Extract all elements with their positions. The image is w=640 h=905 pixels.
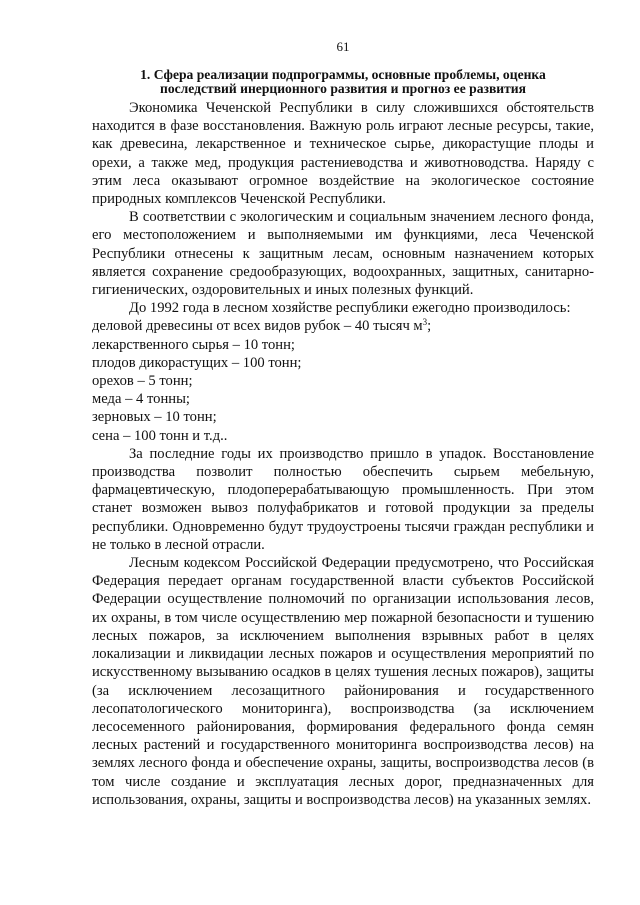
paragraph-protective-forests: В соответствии с экологическим и социальным значением лесного фонда, его местоположением и выполняемыми им функциями, леса Чеченской Республики отнесены к защитным лесам, основным назначением которых является сохранение средообразующих, водоохранных, защитных, санитарно-гигиенических, оздоровительных и иных полезных функций. bbox=[92, 209, 594, 299]
list-item: зерновых – 10 тонн; bbox=[92, 409, 217, 426]
list-item-wood bbox=[92, 317, 594, 335]
paragraph-decline: За последние годы их производство пришло в упадок. Восстановление производства позволит полностью обеспечить сырьем мебельную, фармацевтическую, плодоперерабатывающую промышленность. При этом станет возможен вывоз полуфабрикатов и готовой продукции за пределы республики. Одновременно будут трудоустроены тысячи граждан республики и не только в лесной отрасли. bbox=[92, 445, 594, 553]
list-item-wood-tail: ; bbox=[427, 318, 432, 335]
list-item: плодов дикорастущих – 100 тонн; bbox=[92, 354, 302, 371]
paragraph-economy: Экономика Чеченской Республики в силу сложившихся обстоятельств находится в фазе восстановления. Важную роль играют лесные ресурсы, такие, как древесина, лекарственное и техническое сырье, дикорастущие плоды и орехи, а также мед, продукция растениеводства и животноводства. Наряду с этим леса оказывают огромное воздействие на экологическое состояние природных комплексов Чеченской Республики. bbox=[92, 100, 594, 208]
list-item: лекарственного сырья – 10 тонн; bbox=[92, 336, 295, 353]
cubic-superscript: 3 bbox=[422, 317, 428, 328]
list-item-wood-text: деловой древесины от всех видов рубок – 40 тысяч м bbox=[92, 318, 423, 335]
section-heading-line-1: 1. Сфера реализации подпрограммы, основные проблемы, оценка bbox=[140, 67, 546, 82]
production-list bbox=[92, 317, 594, 444]
body-text bbox=[92, 99, 594, 809]
section-heading bbox=[92, 68, 594, 96]
list-item: меда – 4 тонны; bbox=[92, 391, 190, 408]
section-heading-line-2: последствий инерционного развития и прогноз ее развития bbox=[159, 81, 526, 96]
list-item: сена – 100 тонн и т.д.. bbox=[92, 427, 228, 444]
paragraph-production-intro: До 1992 года в лесном хозяйстве республики ежегодно производилось: bbox=[129, 300, 571, 317]
page-number: 61 bbox=[336, 39, 350, 54]
paragraph-forest-code: Лесным кодексом Российской Федерации предусмотрено, что Российская Федерация передает органам государственной власти субъектов Российской Федерации осуществление полномочий по организации использования лесов, их охраны, в том числе осуществлению мер пожарной безопасности и тушению лесных пожаров, за исключением выполнения взрывных работ в целях локализации и ликвидации лесных пожаров и осуществления мероприятий по искусственному вызыванию осадков в целях тушения лесных пожаров), защиты (за исключением лесозащитного районирования и государственного лесопатологического мониторинга), воспроизводства (за исключением лесосеменного районирования, формирования федерального фонда семян лесных растений и государственного мониторинга воспроизводства лесов) на землях лесного фонда и обеспечение охраны, защиты, воспроизводства лесов (в том числе создание и эксплуатация лесных дорог, предназначенных для использования, охраны, защиты и воспроизводства лесов) на указанных землях. bbox=[92, 555, 594, 808]
list-item: орехов – 5 тонн; bbox=[92, 373, 193, 390]
